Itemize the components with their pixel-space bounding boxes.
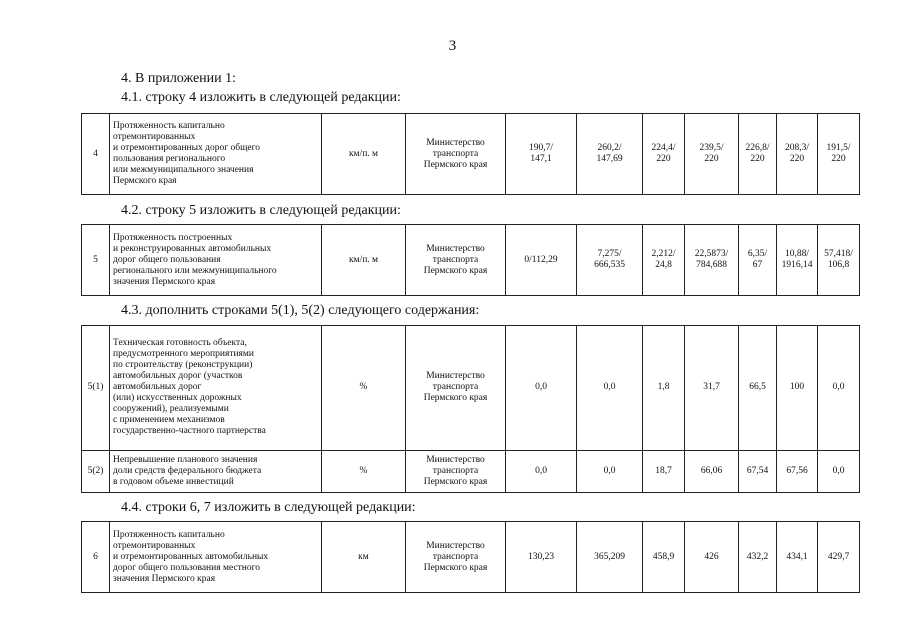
unit-cell: км bbox=[322, 522, 406, 593]
value-cell: 0,0 bbox=[506, 326, 577, 451]
table-body bbox=[82, 522, 860, 593]
value-cell: 0,0 bbox=[506, 450, 577, 492]
row-number-cell: 5 bbox=[82, 225, 110, 296]
value-cell: 0,0 bbox=[577, 450, 643, 492]
value-cell: 208,3/ 220 bbox=[777, 114, 818, 195]
indicator-description-cell: Протяженность построенных и реконструированных автомобильных дорог общего пользования регионального или межмуниципального значения Пермского края bbox=[110, 225, 322, 296]
responsible-body-cell: Министерство транспорта Пермского края bbox=[406, 225, 506, 296]
indicator-description-cell: Техническая готовность объекта, предусмотренного мероприятиями по строительству (реконструкции) автомобильных дорог (участков автомобильных дорог (или) искусственных дорожных сооружений), реализуемыми с применением механизмов государственно-частного партнерства bbox=[110, 326, 322, 451]
value-cell: 432,2 bbox=[739, 522, 777, 593]
unit-cell: % bbox=[322, 450, 406, 492]
responsible-body-cell: Министерство транспорта Пермского края bbox=[406, 326, 506, 451]
value-cell: 0,0 bbox=[577, 326, 643, 451]
value-cell: 67,54 bbox=[739, 450, 777, 492]
section-heading-4-1: 4.1. строку 4 изложить в следующей редакции: bbox=[121, 90, 401, 105]
responsible-body-cell: Министерство транспорта Пермского края bbox=[406, 450, 506, 492]
value-cell: 31,7 bbox=[685, 326, 739, 451]
section-heading-4-4: 4.4. строки 6, 7 изложить в следующей редакции: bbox=[121, 500, 416, 515]
value-cell: 365,209 bbox=[577, 522, 643, 593]
value-cell: 0/112,29 bbox=[506, 225, 577, 296]
value-cell: 224,4/ 220 bbox=[643, 114, 685, 195]
value-cell: 1,8 bbox=[643, 326, 685, 451]
value-cell: 100 bbox=[777, 326, 818, 451]
table-rows-5-1-5-2 bbox=[81, 325, 860, 493]
table-body bbox=[82, 114, 860, 195]
table-row bbox=[82, 114, 860, 195]
table-row-6 bbox=[81, 521, 860, 593]
row-number-cell: 5(2) bbox=[82, 450, 110, 492]
value-cell: 426 bbox=[685, 522, 739, 593]
table-row bbox=[82, 450, 860, 492]
value-cell: 239,5/ 220 bbox=[685, 114, 739, 195]
row-number-cell: 4 bbox=[82, 114, 110, 195]
value-cell: 7,275/ 666,535 bbox=[577, 225, 643, 296]
value-cell: 130,23 bbox=[506, 522, 577, 593]
table-body bbox=[82, 225, 860, 296]
value-cell: 2,212/ 24,8 bbox=[643, 225, 685, 296]
table-row-5 bbox=[81, 224, 860, 296]
value-cell: 10,88/ 1916,14 bbox=[777, 225, 818, 296]
row-number-cell: 5(1) bbox=[82, 326, 110, 451]
value-cell: 190,7/ 147,1 bbox=[506, 114, 577, 195]
value-cell: 22,5873/ 784,688 bbox=[685, 225, 739, 296]
unit-cell: км/п. м bbox=[322, 225, 406, 296]
value-cell: 18,7 bbox=[643, 450, 685, 492]
table-body bbox=[82, 326, 860, 493]
value-cell: 6,35/ 67 bbox=[739, 225, 777, 296]
responsible-body-cell: Министерство транспорта Пермского края bbox=[406, 114, 506, 195]
value-cell: 260,2/ 147,69 bbox=[577, 114, 643, 195]
value-cell: 66,06 bbox=[685, 450, 739, 492]
table-row bbox=[82, 522, 860, 593]
value-cell: 57,418/ 106,8 bbox=[818, 225, 860, 296]
value-cell: 66,5 bbox=[739, 326, 777, 451]
table-row bbox=[82, 225, 860, 296]
table-row bbox=[82, 326, 860, 451]
value-cell: 458,9 bbox=[643, 522, 685, 593]
unit-cell: % bbox=[322, 326, 406, 451]
value-cell: 0,0 bbox=[818, 326, 860, 451]
page-number: 3 bbox=[448, 38, 457, 54]
section-heading-4-3: 4.3. дополнить строками 5(1), 5(2) следующего содержания: bbox=[121, 303, 480, 318]
value-cell: 0,0 bbox=[818, 450, 860, 492]
unit-cell: км/п. м bbox=[322, 114, 406, 195]
value-cell: 67,56 bbox=[777, 450, 818, 492]
indicator-description-cell: Протяженность капитально отремонтированных и отремонтированных дорог общего пользования регионального или межмуниципального значения Пермского края bbox=[110, 114, 322, 195]
row-number-cell: 6 bbox=[82, 522, 110, 593]
indicator-description-cell: Непревышение планового значения доли средств федерального бюджета в годовом объеме инвестиций bbox=[110, 450, 322, 492]
value-cell: 429,7 bbox=[818, 522, 860, 593]
section-heading-4-2: 4.2. строку 5 изложить в следующей редакции: bbox=[121, 203, 401, 218]
value-cell: 226,8/ 220 bbox=[739, 114, 777, 195]
indicator-description-cell: Протяженность капитально отремонтированных и отремонтированных автомобильных дорог общего пользования местного значения Пермского края bbox=[110, 522, 322, 593]
value-cell: 191,5/ 220 bbox=[818, 114, 860, 195]
table-row-4 bbox=[81, 113, 860, 195]
responsible-body-cell: Министерство транспорта Пермского края bbox=[406, 522, 506, 593]
section-heading-4: 4. В приложении 1: bbox=[121, 71, 237, 86]
value-cell: 434,1 bbox=[777, 522, 818, 593]
